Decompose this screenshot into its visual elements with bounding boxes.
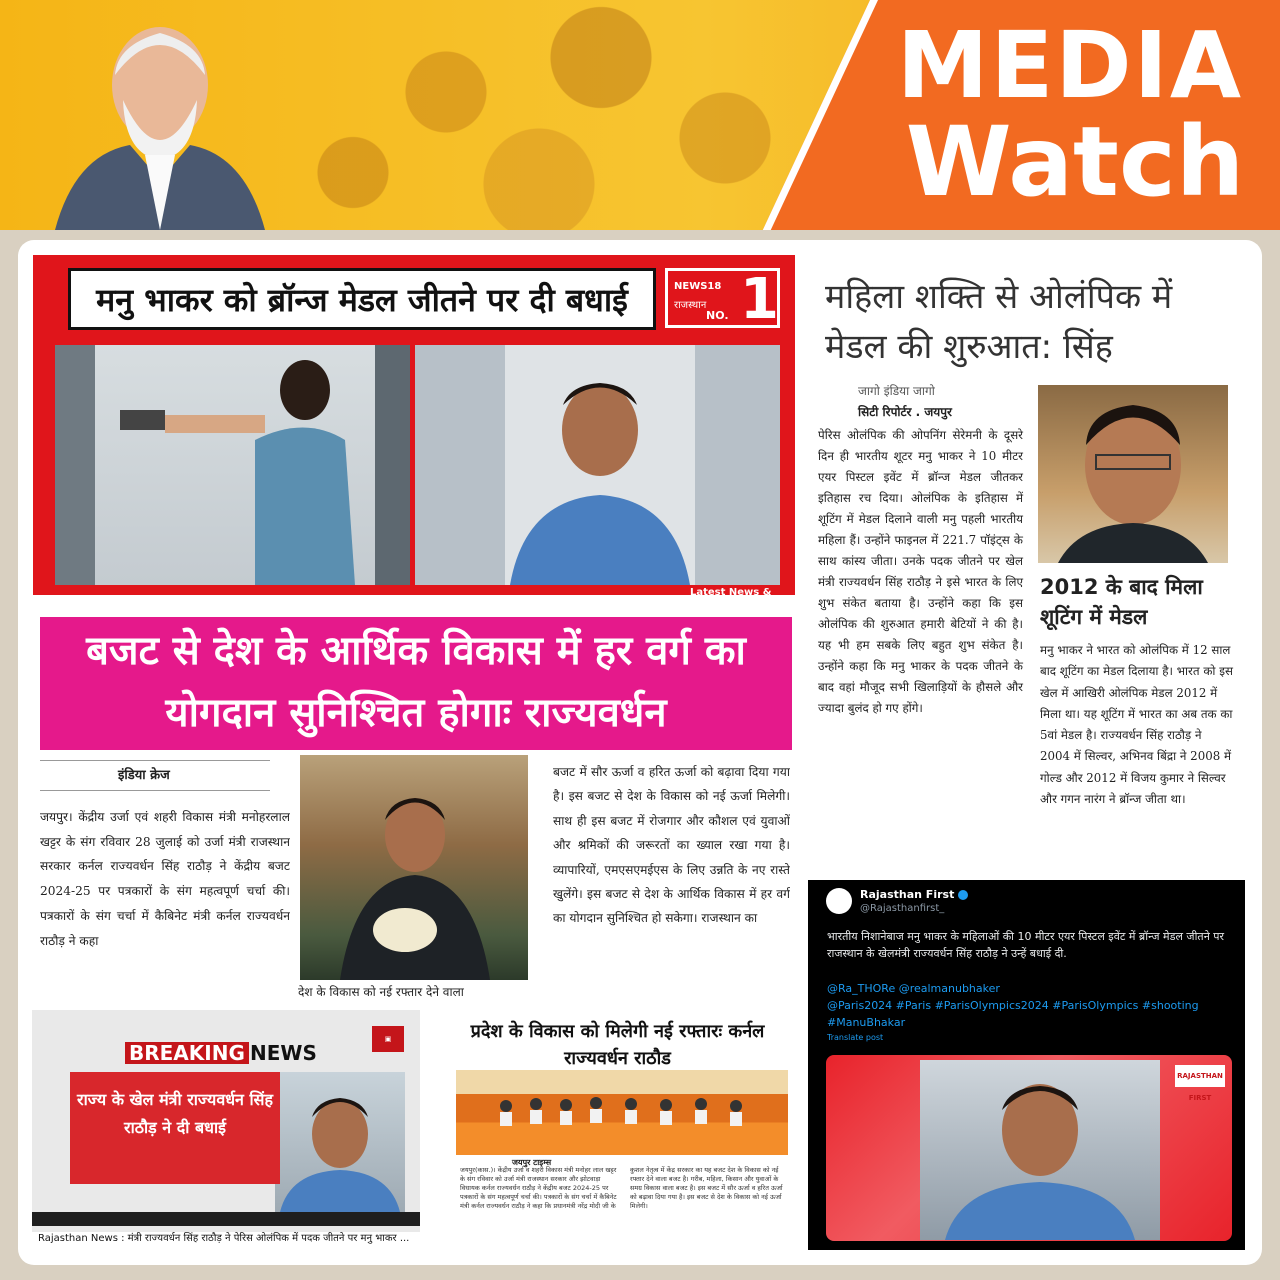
breaking-news-box: राज्य के खेल मंत्री राज्यवर्धन सिंह राठौड़ ने दी बधाई: [70, 1072, 280, 1184]
rajasthan-first-logo: RAJASTHAN FIRST: [1175, 1065, 1225, 1087]
translate-post-link[interactable]: Translate post: [827, 1033, 884, 1042]
article-kicker: जागो इंडिया जागो: [858, 384, 935, 398]
article-kicker: जयपुर टाइम्स: [512, 1158, 552, 1167]
tweet-author-handle[interactable]: @Rajasthanfirst_: [860, 903, 945, 914]
tweet-hashtags[interactable]: @Paris2024 #Paris #ParisOlympics2024 #ParisOlympics #shooting #ManuBhakar: [827, 999, 1199, 1029]
article-sidebar-body: मनु भाकर ने भारत को ओलंपिक में 12 साल बाद शूटिंग का मेडल दिलाया है। भारत को इस खेल में आखिरी ओलंपिक मेडल 2012 में मिला था। यह शूटिंग में भारत का अब तक का 5वां मेडल है। राज्यवर्धन सिंह राठौड़ ने 2004 में सिल्वर, अभिनव बिंद्रा ने 2008 में गोल्ड और 2012 में विजय कुमार ने सिल्वर और गगन नारंग ने ब्रॉन्ज जीता था।: [1040, 643, 1233, 807]
news-label: NEWS: [250, 1041, 317, 1065]
divider: [40, 760, 270, 761]
minister-portrait-photo: [1038, 385, 1228, 563]
breaking-label: BREAKING: [125, 1042, 249, 1064]
article-subheading: 2012 के बाद मिला शूटिंग में मेडल: [1040, 575, 1203, 629]
channel-rank: 1: [740, 267, 779, 332]
watch-title: Watch: [905, 106, 1245, 218]
tv-clip-headline: मनु भाकर को ब्रॉन्ज मेडल जीतने पर दी बधाई: [68, 268, 656, 330]
avatar[interactable]: [826, 888, 852, 914]
video-caption: Rajasthan News : मंत्री राज्यवर्धन सिंह राठौड़ ने पेरिस ओलंपिक में पदक जीतने पर मनु भाकर ...: [38, 1233, 410, 1244]
tweet-links: [827, 980, 1227, 1031]
divider: [40, 790, 270, 791]
channel-logo: ▣: [372, 1026, 404, 1052]
news-ticker: Latest News &: [690, 587, 772, 598]
verified-badge-icon: [958, 890, 968, 900]
leader-portrait: [35, 5, 285, 230]
minister-bouquet-photo: [300, 755, 528, 980]
article-headline: महिला शक्ति से ओलंपिक में मेडल की शुरुआत: सिंह: [825, 277, 1173, 367]
article-body-column-1: जयपुर। केंद्रीय उर्जा एवं शहरी विकास मंत्री मनोहरलाल खट्टर के संग रविवार 28 जुलाई को उर्जा मंत्री राजस्थान सरकार कर्नल राज्यवर्धन सिंह राठौड़ ने केंद्रीय बजट 2024-25 पर पत्रकारों के संग महत्वपूर्ण चर्चा की। पत्रकारों के संग चर्चा में कैबिनेट मंत्री कर्नल राज्यवर्धन राठौड़ ने कहा: [40, 810, 290, 948]
minister-video-still: [920, 1060, 1160, 1240]
author-name-text: Rajasthan First: [860, 888, 955, 901]
tweet-author-name[interactable]: [860, 888, 968, 901]
photo-caption: देश के विकास को नई रफ्तार देने वाला: [298, 985, 464, 997]
article-body: जयपुर(कास.)। केंद्रीय उर्जा व शहरी विकास मंत्री मनोहर लाल खट्टर के संग रविवार को उर्जा मंत्री राजस्थान सरकार और झोटवाड़ा विधायक कर्नल राज्यवर्धन राठौड़ ने केंद्रीय बजट 2024-25 पर पत्रकारों के संग महत्वपूर्ण चर्चा की। पत्रकारों के संग चर्चा में कैबिनेट मंत्री कर्नल राज्यवर्धन राठौड़ ने कहा कि प्रधानमंत्री नरेंद्र मोदी जी के कुशल नेतृत्व में केंद्र सरकार का यह बजट देश के विकास को नई रफ्तार देने वाला बजट है। गरीब, महिला, किसान और युवाओं के समग्र विकास वाला बजट है। इस बजट में सौर ऊर्जा व हरित ऊर्जा को बढ़ावा दिया गया है। इस बजट से देश के विकास को नई ऊर्जा मिलेगी।: [460, 1166, 783, 1210]
tweet-mentions[interactable]: @Ra_THORe @realmanubhaker: [827, 982, 1000, 995]
budget-headline: बजट से देश के आर्थिक विकास में हर वर्ग का योगदान सुनिश्चित होगाः राज्यवर्धन: [86, 628, 746, 736]
tweet-text: भारतीय निशानेबाज मनु भाकर के महिलाओं की 10 मीटर एयर पिस्टल इवेंट में ब्रॉन्ज मेडल जीतने पर राजस्थान के खेलमंत्री राज्यवर्धन सिंह राठौड़ ने उन्हें बधाई दी.: [827, 930, 1225, 960]
minister-video-still: [275, 1072, 405, 1212]
article-headline: प्रदेश के विकास को मिलेगी नई रफ्तारः कर्नल राज्यवर्धन राठौड: [470, 1021, 765, 1069]
news18-logo: [665, 267, 780, 332]
minister-video-still: [415, 345, 780, 585]
video-player-bar[interactable]: [32, 1212, 420, 1226]
channel-region: राजस्थान: [674, 300, 707, 311]
channel-no-label: NO.: [706, 309, 729, 322]
article-body-column-2: बजट में सौर ऊर्जा व हरित ऊर्जा को बढ़ावा दिया गया है। इस बजट से देश के विकास को नई ऊर्जा मिलेगी। साथ ही इस बजट में रोजगार और कौशल एवं युवाओं और श्रमिकों की जरूरतों का ख्याल रखा गया है। व्यापारियों, एमएसएमईएस के लिए उन्नति के नए रास्ते खुलेंगे। इस बजट से देश के आर्थिक विकास में हर वर्ग का योगदान सुनिश्चित हो सकेगा। राजस्थान का: [553, 765, 790, 926]
header-banner: [0, 0, 1280, 230]
article-byline: सिटी रिपोर्टर . जयपुर: [858, 405, 952, 419]
channel-name: NEWS18: [674, 281, 722, 292]
media-title: MEDIA: [896, 12, 1244, 119]
press-conference-photo: [456, 1070, 788, 1155]
article-body: पेरिस ओलंपिक की ओपनिंग सेरेमनी के दूसरे दिन ही भारतीय शूटर मनु भाकर ने 10 मीटर एयर पिस्टल इवेंट में ब्रॉन्ज मेडल जीतकर इतिहास रच दिया। ओलंपिक के इतिहास में शूटिंग में मेडल दिलाने वाली मनु पहली भारतीय महिला हैं। उन्होंने फाइनल में 221.7 पॉइंट्स के साथ कांस्य जीता। उनके पदक जीतने पर खेल मंत्री राज्यवर्धन सिंह राठौड़ ने इसे भारत के लिए शुभ संकेत बताया है। उन्होंने कहा कि इस ओलंपिक की शुरुआत हमारी बेटियों ने की है। यह भी हम सबके लिए बहुत शुभ संकेत है। उन्होंने कहा कि मनु भाकर के पदक जीतने के बाद वहां मौजूद सभी खिलाड़ियों के हौसले और ज्यादा बुलंद हो गए होंगे।: [818, 428, 1023, 715]
shooter-photo: [55, 345, 410, 585]
article-kicker: इंडिया क्रेज: [118, 768, 170, 783]
